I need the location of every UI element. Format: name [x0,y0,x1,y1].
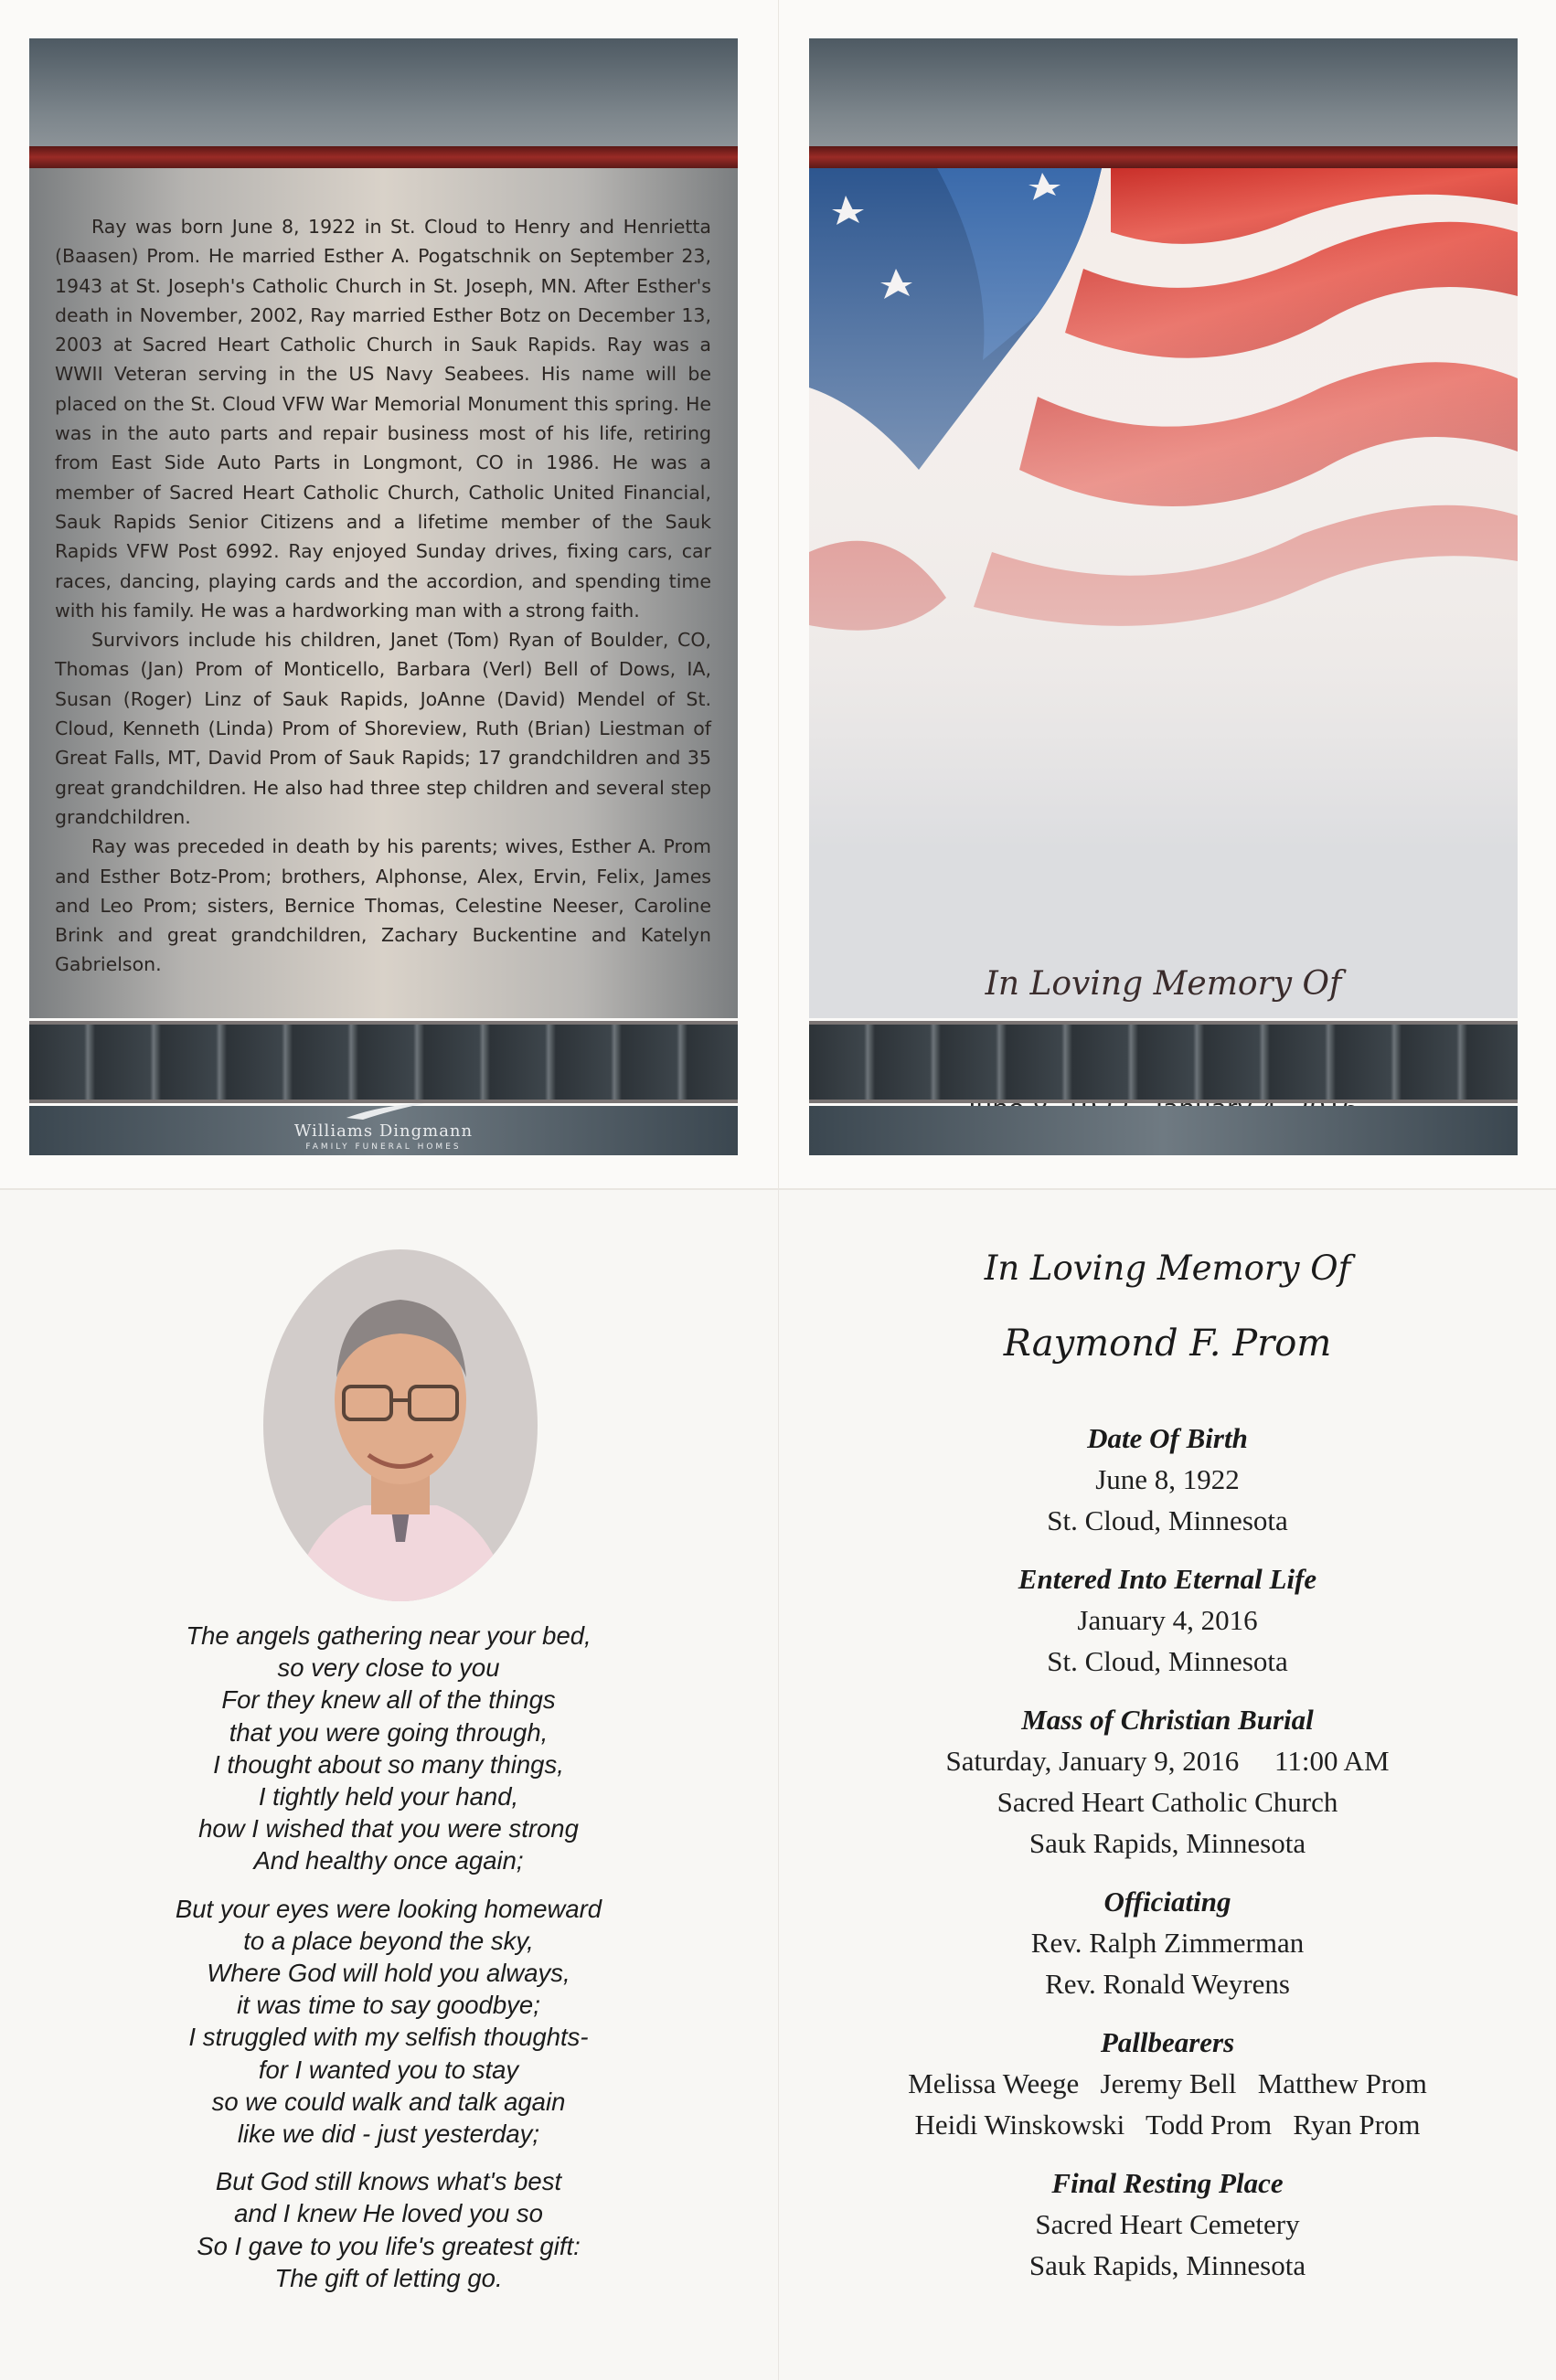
poem-line: I tightly held your hand, [258,1782,519,1812]
section-line: St. Cloud, Minnesota [1047,1645,1288,1677]
section-line: Sauk Rapids, Minnesota [1028,2249,1306,2281]
section-birth [779,1418,1556,1541]
section-line: Rev. Ronald Weyrens [1045,1968,1290,2000]
section-title: Final Resting Place [1051,2167,1284,2199]
poem-line: But God still knows what's best [215,2167,562,2196]
section-line: June 8, 1922 [1095,1463,1240,1495]
obituary-card [29,38,738,1155]
poem-line: The gift of letting go. [274,2263,503,2292]
poem-line: how I wished that you were strong [198,1814,579,1843]
poem-line: like we did - just yesterday; [237,2120,540,2149]
section-resting-place [779,2163,1556,2286]
obituary-text [55,212,711,980]
card-top-band [809,38,1518,146]
flag-image [809,168,1518,1018]
portrait-photo [263,1249,538,1601]
poem-line: and I knew He loved you so [234,2199,543,2228]
poem-line: The angels gathering near your bed, [186,1621,591,1650]
poem-line: And healthy once again; [253,1846,524,1875]
section-officiating [779,1882,1556,2004]
funeral-home-name: Williams Dingmann [293,1121,474,1141]
cover-card [809,38,1518,1155]
section-pallbearers [779,2023,1556,2145]
poem-stanza [91,1893,686,2151]
poem-line: that you were going through, [229,1717,549,1747]
section-line: Rev. Ralph Zimmerman [1030,1927,1305,1959]
cover-heading: In Loving Memory Of [985,965,1342,1003]
section-line: Saturday, January 9, 2016 11:00 AM [945,1745,1390,1777]
section-line: January 4, 2016 [1077,1604,1258,1636]
poem-line: So I gave to you life's greatest gift: [197,2231,581,2260]
card-red-stripe [809,146,1518,168]
poem-line: it was time to say goodbye; [237,1991,540,2020]
section-line: Heidi Winskowski Todd Prom Ryan Prom [914,2109,1421,2141]
card-star-border [29,1021,738,1103]
section-title: Date Of Birth [1087,1422,1248,1454]
section-mass [779,1700,1556,1864]
details-sections [779,1418,1556,2304]
poem-panel [0,1190,778,2380]
swoosh-icon [345,1101,427,1121]
card-top-band [29,38,738,146]
section-line: St. Cloud, Minnesota [1047,1504,1288,1536]
funeral-home-tagline: FAMILY FUNERAL HOMES [305,1142,462,1152]
section-title: Entered Into Eternal Life [1018,1563,1317,1595]
details-name: Raymond F. Prom [1003,1323,1332,1365]
portrait-image [263,1249,538,1601]
poem-line: But your eyes were looking homeward [175,1894,602,1923]
obituary-paragraph: Survivors include his children, Janet (Tom) Ryan of Boulder, CO, Thomas (Jan) Prom of Monticello, Barbara (Verl) Bell of Dows, IA, Susan (Roger) Linz of Sauk Rapids, JoAnne (David) Mendel of St. Cloud, Kenneth (Linda) Prom of Shoreview, Ruth (Brian) Liestman of Great Falls, MT, David Prom of Sauk Rapids; 17 grandchildren and 35 great grandchildren. He also had three step children and several step grandchildren. [55,629,711,828]
card-red-stripe [29,146,738,168]
poem-line: so very close to you [277,1653,500,1683]
poem-line: For they knew all of the things [221,1685,556,1715]
american-flag-icon [809,168,1518,1018]
section-death [779,1559,1556,1682]
section-title: Mass of Christian Burial [1021,1704,1314,1736]
poem-line: I struggled with my selfish thoughts- [188,2023,589,2052]
section-line: Melissa Weege Jeremy Bell Matthew Prom [908,2067,1427,2099]
card-bottom-band [809,1106,1518,1155]
poem-stanza [91,2165,686,2294]
section-line: Sauk Rapids, Minnesota [1028,1827,1306,1859]
funeral-home-logo [29,1121,738,1152]
obituary-paragraph: Ray was born June 8, 1922 in St. Cloud to Henry and Henrietta (Baasen) Prom. He married Esther A. Pogatschnik on September 23, 1943 at St. Joseph's Catholic Church in St. Joseph, MN. After Esther's death in November, 2002, Ray married Esther Botz on December 13, 2003 at Sacred Heart Catholic Church in Sauk Rapids. Ray was a WWII Veteran serving in the US Navy Seabees. His name will be placed on the St. Cloud VFW War Memorial Monument this spring. He was in the auto parts and repair business most of his life, retiring from East Side Auto Parts in Longmont, CO in 1986. He was a member of Sacred Heart Catholic Church, Catholic United Financial, Sauk Rapids Senior Citizens and a lifetime member of the Sauk Rapids VFW Post 6992. Ray enjoyed Sunday drives, fixing cars, car races, dancing, playing cards and the accordion, and spending time with his family. He was a hardworking man with a strong faith. [55,216,711,622]
poem-line: I thought about so many things, [213,1749,564,1779]
card-star-border [809,1021,1518,1103]
obituary-panel [0,0,778,1188]
obituary-paragraph: Ray was preceded in death by his parents; wives, Esther A. Prom and Esther Botz-Prom; brothers, Alphonse, Alex, Ervin, Felix, James and Leo Prom; sisters, Bernice Thomas, Celestine Neeser, Caroline Brink and great grandchildren, Zachary Buckentine and Katelyn Gabrielson. [55,835,711,976]
section-line: Sacred Heart Catholic Church [996,1786,1338,1818]
section-title: Pallbearers [1100,2026,1235,2058]
section-line: Sacred Heart Cemetery [1035,2208,1300,2240]
cover-panel [779,0,1556,1188]
details-panel [779,1190,1556,2380]
poem-line: so we could walk and talk again [211,2087,566,2116]
poem-line: Where God will hold you always, [207,1959,570,1988]
section-title: Officiating [1103,1886,1231,1918]
poem-line: to a place beyond the sky, [243,1926,534,1955]
poem [91,1620,686,2310]
details-heading: In Loving Memory Of [984,1248,1351,1288]
poem-stanza [91,1620,686,1877]
poem-line: for I wanted you to stay [258,2055,519,2084]
